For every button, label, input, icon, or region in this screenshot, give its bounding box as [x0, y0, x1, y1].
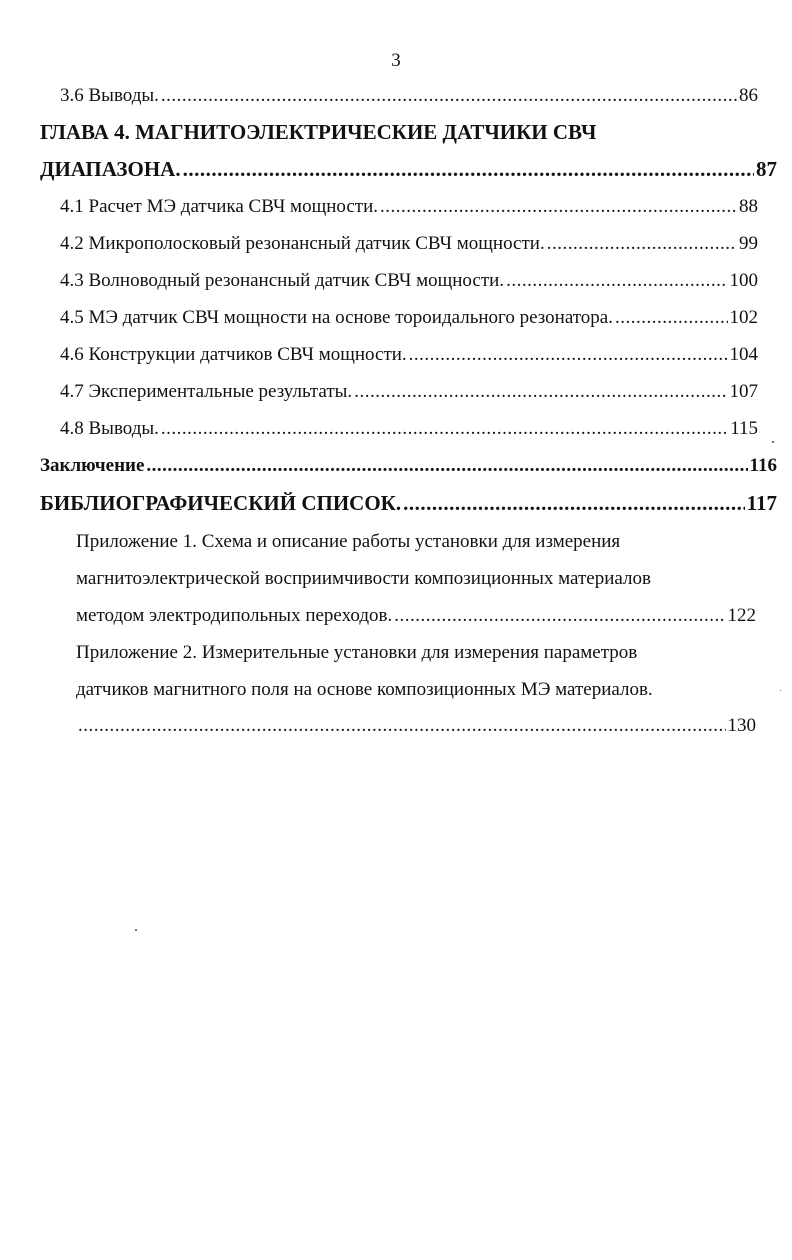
- toc-page-number: 88: [739, 196, 758, 217]
- toc-entry-title: 4.3 Волноводный резонансный датчик СВЧ мощности.: [60, 270, 505, 291]
- toc-entry-4-3: [60, 268, 758, 294]
- scan-speck: [135, 929, 137, 931]
- toc-entry-chapter4: [40, 156, 777, 182]
- toc-entry-title: Заключение: [40, 455, 145, 476]
- toc-leader-dots: [409, 342, 728, 368]
- page-number: 3: [391, 50, 401, 71]
- toc-entry-title: 4.5 МЭ датчик СВЧ мощности на основе тороидального резонатора.: [60, 307, 613, 328]
- appendix2-line1: Приложение 2. Измерительные установки для измерения параметров: [76, 642, 638, 663]
- toc-page-number: 107: [729, 381, 758, 402]
- toc-entry-4-8: [60, 416, 758, 442]
- toc-leader-dots: [615, 305, 728, 331]
- toc-page-number: 100: [729, 270, 758, 291]
- toc-entry-appendix1: [76, 603, 756, 629]
- toc-entry-title: 4.7 Экспериментальные результаты.: [60, 381, 353, 402]
- toc-leader-dots: [394, 603, 725, 629]
- toc-entry-title: 4.6 Конструкции датчиков СВЧ мощности.: [60, 344, 407, 365]
- toc-entry-title: 4.2 Микрополосковый резонансный датчик СВЧ мощности.: [60, 233, 545, 254]
- chapter4-title-line1: ГЛАВА 4. МАГНИТОЭЛЕКТРИЧЕСКИЕ ДАТЧИКИ СВЧ: [40, 120, 597, 144]
- toc-leader-dots: [403, 490, 745, 516]
- toc-entry-4-6: [60, 342, 758, 368]
- toc-entry-4-5: [60, 305, 758, 331]
- toc-leader-dots: [506, 268, 727, 294]
- toc-entry-4-2: [60, 231, 758, 257]
- toc-leader-dots: [161, 416, 728, 442]
- toc-leader-dots: [354, 379, 727, 405]
- toc-entry-3-6: [60, 83, 758, 109]
- toc-page-number: 116: [749, 455, 777, 476]
- scan-speck: [772, 441, 774, 443]
- toc-leader-dots: [183, 156, 754, 182]
- toc-leader-dots: [146, 453, 747, 479]
- toc-entry-title: 3.6 Выводы.: [60, 85, 159, 106]
- toc-page-number: 87: [756, 157, 777, 181]
- scan-speck: [780, 690, 781, 691]
- toc-entry-conclusion: [40, 453, 777, 479]
- appendix1-line3: методом электродипольных переходов.: [76, 605, 393, 626]
- toc-page-number: 115: [730, 418, 758, 439]
- toc-leader-dots: [78, 713, 726, 739]
- toc-entry-bibliography: [40, 490, 777, 516]
- toc-entry-appendix2: [76, 713, 756, 739]
- toc-entry-title: 4.1 Расчет МЭ датчика СВЧ мощности.: [60, 196, 378, 217]
- appendix1-line1: Приложение 1. Схема и описание работы установки для измерения: [76, 531, 621, 552]
- toc-page-number: 99: [739, 233, 758, 254]
- toc-leader-dots: [547, 231, 737, 257]
- toc-page-number: 130: [727, 715, 756, 736]
- toc-entry-title: 4.8 Выводы.: [60, 418, 159, 439]
- chapter4-title-line2: ДИАПАЗОНА.: [40, 157, 181, 181]
- toc-page-number: 117: [746, 491, 777, 515]
- toc-page-number: 102: [729, 307, 758, 328]
- toc-page-number: 122: [727, 605, 756, 626]
- toc-page-number: 86: [739, 85, 758, 106]
- appendix1-line2: магнитоэлектрической восприимчивости композиционных материалов: [76, 568, 651, 589]
- appendix2-line2: датчиков магнитного поля на основе композиционных МЭ материалов.: [76, 679, 653, 700]
- toc-page-number: 104: [729, 344, 758, 365]
- toc-entry-4-7: [60, 379, 758, 405]
- toc-leader-dots: [380, 194, 737, 220]
- toc-leader-dots: [161, 83, 737, 109]
- toc-entry-title: БИБЛИОГРАФИЧЕСКИЙ СПИСОК.: [40, 491, 402, 515]
- toc-entry-4-1: [60, 194, 758, 220]
